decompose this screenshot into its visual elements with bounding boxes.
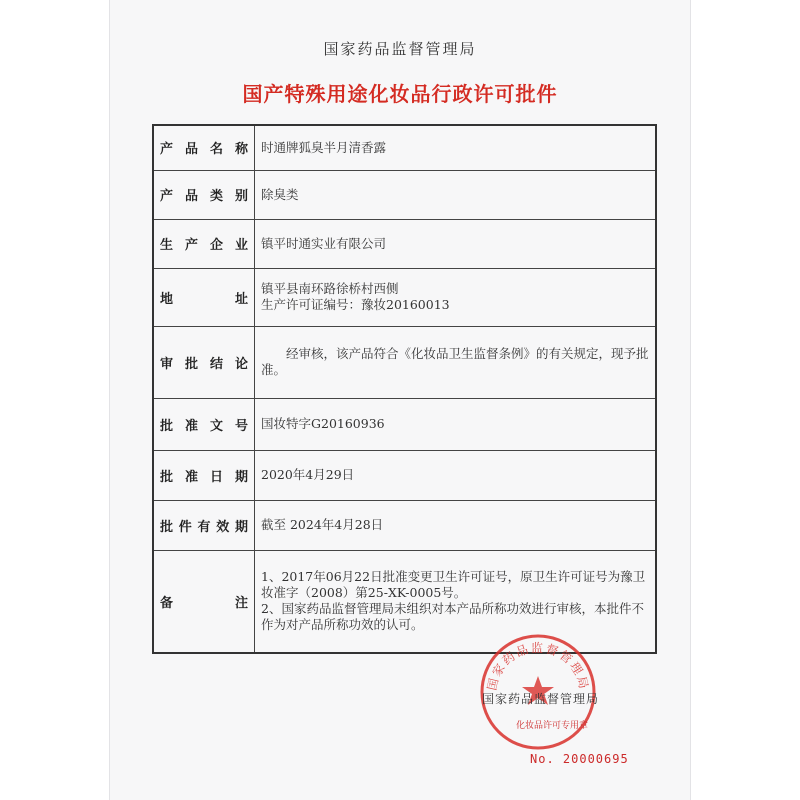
row-approval-date xyxy=(153,450,656,500)
label-remarks: 备 注 xyxy=(160,595,248,611)
license-table xyxy=(152,124,657,654)
label-approval-date: 批 准 日 期 xyxy=(160,469,248,485)
value-manufacturer: 镇平时通实业有限公司 xyxy=(255,219,657,268)
row-approval-conclusion xyxy=(153,326,656,398)
label-product-name: 产 品 名 称 xyxy=(160,142,248,158)
label-approval-number: 批 准 文 号 xyxy=(160,418,248,434)
label-address: 地 址 xyxy=(160,291,248,307)
certificate-page xyxy=(110,0,690,800)
row-approval-number xyxy=(153,398,656,450)
value-product-category: 除臭类 xyxy=(255,170,657,219)
label-approval-conclusion: 审 批 结 论 xyxy=(160,356,248,372)
row-product-name xyxy=(153,125,656,170)
row-validity xyxy=(153,500,656,550)
value-approval-conclusion: 经审核，该产品符合《化妆品卫生监督条例》的有关规定，现予批准。 xyxy=(255,326,657,398)
row-manufacturer xyxy=(153,219,656,268)
value-product-name: 时通牌狐臭半月清香露 xyxy=(255,125,657,170)
row-product-category xyxy=(153,170,656,219)
document-title: 国产特殊用途化妆品行政许可批件 xyxy=(242,82,558,106)
value-address: 镇平县南环路徐桥村西侧 xyxy=(261,281,399,296)
seal-sub-caption: 化妆品许可专用章 xyxy=(516,721,589,731)
value-validity: 截至 2024年4月28日 xyxy=(255,500,657,550)
seal-ring-text: 国家药品监督管理局 xyxy=(484,641,592,692)
value-approval-date: 2020年4月29日 xyxy=(255,450,657,500)
seal-caption: 国家药品监督管理局 xyxy=(482,692,600,706)
value-approval-number: 国妆特字G20160936 xyxy=(255,398,657,450)
value-remark-1: 1、2017年06月22日批准变更卫生许可证号，原卫生许可证号为豫卫妆准字（2008）第25-XK-0005号。 xyxy=(261,569,646,601)
label-product-category: 产 品 类 别 xyxy=(160,189,248,204)
label-manufacturer: 生 产 企 业 xyxy=(160,238,248,253)
value-remark-2: 2、国家药品监督管理局未组织对本产品所称功效进行审核，本批件不作为对产品所称功效的认可。 xyxy=(261,601,644,633)
label-validity: 批 件 有 效 期 xyxy=(160,519,248,535)
issuing-agency: 国家药品监督管理局 xyxy=(323,40,477,58)
serial-number: No. 20000695 xyxy=(530,752,629,766)
value-production-license: 生产许可证编号：豫妆20160013 xyxy=(261,297,450,312)
row-address xyxy=(153,268,656,326)
